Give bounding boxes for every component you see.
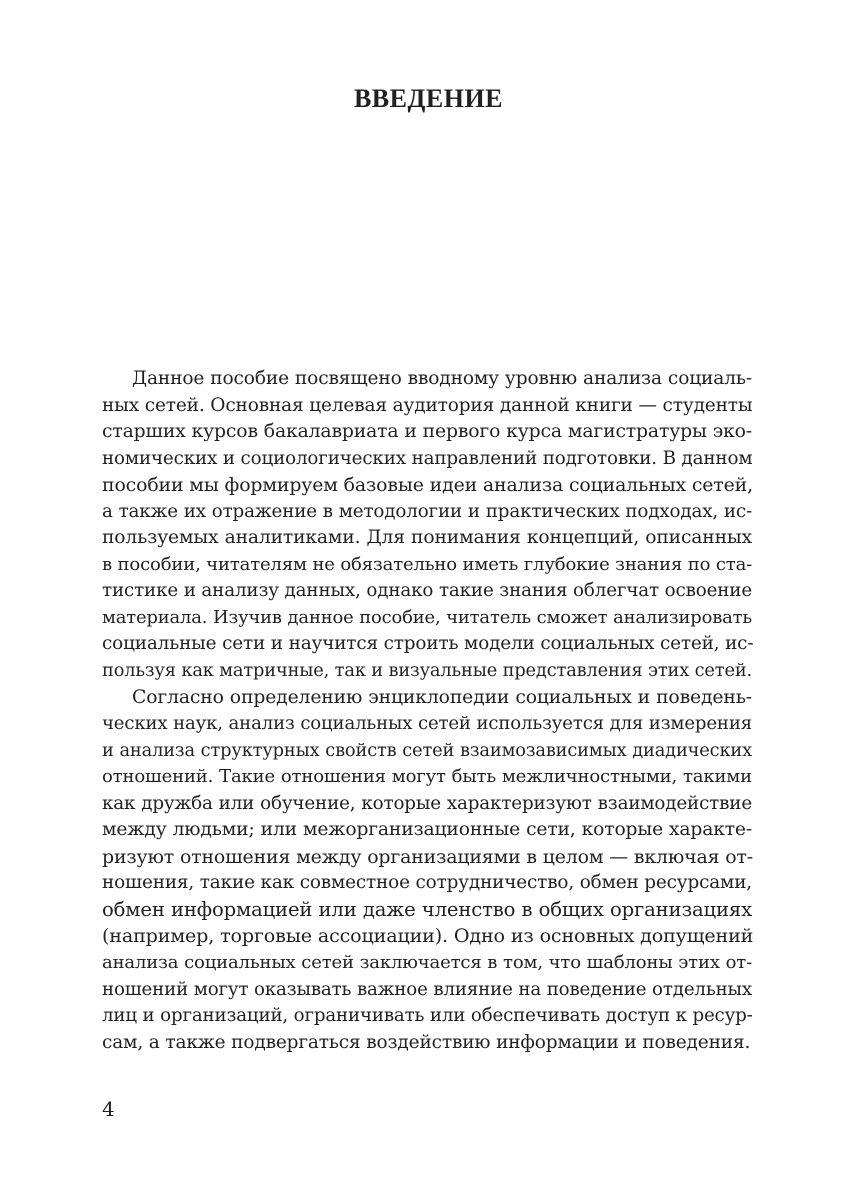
text-line: пользуемых аналитиками. Для понимания концепций, описанных [102, 527, 752, 549]
text-line: пользуя как матричные, так и визуальные представления этих сетей. [102, 660, 753, 682]
page-number: 4 [102, 1097, 115, 1121]
text-line: а также их отражение в методологии и практических подходах, ис- [102, 500, 752, 522]
text-line: и анализа структурных свойств сетей взаимозависимых диадических [102, 739, 752, 761]
text-line: тистике и анализу данных, однако такие знания облегчат освоение [102, 580, 752, 602]
text-line: сам, а также подвергаться воздействию информации и поведения. [102, 1031, 751, 1053]
text-line: ношения, такие как совместное сотрудничество, обмен ресурсами, [102, 872, 752, 894]
text-line: социальные сети и научится строить модели социальных сетей, ис- [102, 633, 754, 655]
text-line: анализа социальных сетей заключается в том, что шаблоны этих от- [102, 952, 752, 974]
text-line: между людьми; или межорганизационные сети, которые характе- [102, 819, 752, 841]
text-line: (например, торговые ассоциации). Одно из основных допущений [102, 924, 754, 948]
text-line: материала. Изучив данное пособие, читатель сможет анализировать [102, 606, 752, 628]
text-line: ризуют отношения между организациями в целом — включая от- [102, 845, 753, 868]
paragraph [102, 366, 752, 685]
text-line: старших курсов бакалавриата и первого курса магистратуры эко- [102, 421, 752, 443]
body-text [102, 366, 752, 1056]
text-line: отношений. Такие отношения могут быть межличностными, такими [102, 766, 752, 788]
text-line: Данное пособие посвящено вводному уровню анализа социаль- [132, 368, 752, 389]
text-line: в пособии, читателям не обязательно иметь глубокие знания по ста- [102, 553, 753, 575]
paragraph [102, 685, 752, 1057]
text-line: ческих наук, анализ социальных сетей используется для измерения [102, 713, 752, 735]
page-title: ВВЕДЕНИЕ [353, 84, 504, 113]
text-line: ных сетей. Основная целевая аудитория данной книги — студенты [102, 394, 753, 416]
text-line: лиц и организаций, ограничивать или обеспечивать доступ к ресур- [102, 1005, 753, 1027]
text-line: ношений могут оказывать важное влияние на поведение отдельных [102, 978, 752, 1000]
text-line: обмен информацией или даже членство в общих организациях [102, 897, 752, 921]
text-line: номических и социологических направлений подготовки. В данном [102, 447, 753, 469]
text-line: пособии мы формируем базовые идеи анализа социальных сетей, [102, 474, 753, 497]
text-line: Согласно определению энциклопедии социальных и поведень- [132, 686, 752, 708]
text-line: как дружба или обучение, которые характеризуют взаимодействие [102, 792, 752, 814]
